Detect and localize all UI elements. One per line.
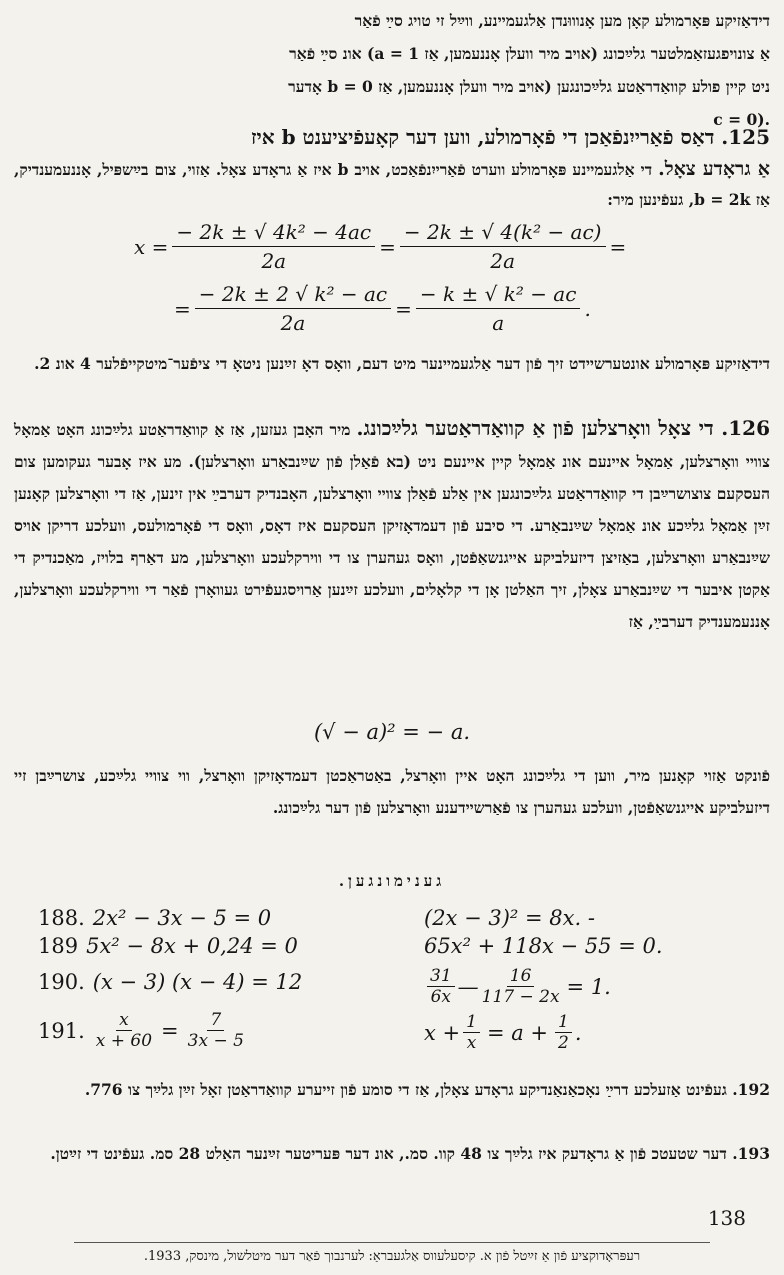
exercise-190: [38, 970, 302, 994]
page-number: 138: [707, 1206, 746, 1230]
exercise-191: [38, 1010, 247, 1051]
exercise-right-4: [424, 1012, 582, 1053]
exercise-189-label: 189: [38, 934, 79, 958]
section-126-text: מיר האָבן געזען, אַז אַ קוואַדראַטע גלײַכונג האָט אַמאָל צוויי וואָרצלען, אַמאָל איינעם אונ אַמאָל קיין איינעם ניט (בא פֿאַלן פֿון שײַנבאַרע וואָרצלען). מע איז אָבער געקומען צום העסקעם צוצושרײַבן די קוואַדראַטע גלײַכונגען אין אַלע פֿאַלן צוויי וואָרצלען, האָבנדיק דערבײַ אין זינען, אַז די וואָרצלען קאָנען זײַן אַמאָל גלײַכע אונ אַמאָל שײַנבאַרע. די סיבע פֿון דעמדאָזיקן העסקעם איז דאָס, וואָס די פֿאָרמולעס, וועלכע דריקן אויס שײַנבאַרע וואָרצלען, באַזיצן דיזעלביקע אייגנשאַפֿטן, וואָס געהערן צו די ווירקלעכע וואָרצלען, מע דאַרף בלויז, מאַכנדיק די אַקטן איבער די שײַנבאַרע צאָלן, זיך האַלטן אָן די קלאָלים, וועלכע זײַנען אַרויסגעפֿירט געוואָרן פֿאַר די ווירקלעכע וואָרצלען, אָננעמענדיק דערבײַ, אַז: [14, 420, 770, 631]
section-125-heading: [14, 120, 770, 154]
eq1-fraction-2: [400, 220, 606, 273]
exercises-list: [14, 906, 770, 1066]
eq2-fraction-1-numerator: − 2k ± 2 √ k² − ac: [195, 282, 391, 309]
section-126-after: פֿונקט אַזוי קאָנען מיר, ווען די גלײַכונג האָט איין וואָרצל, באַטראַכטן דעמדאָזיקן וואָרצל, ווי צוויי גלײַכע, צושרײַבן זיי דיזעלביקע אייגנשאַפֿטן, וועלכע געהערן צו פֿאַרשיידענע וואָרצלען פֿון דער גלײַכונג.: [14, 766, 770, 817]
exercise-191-label: 191.: [38, 1018, 85, 1043]
exercise-191-eq: =: [161, 1018, 179, 1043]
exercise-right-3-fraction-1: [427, 966, 455, 1007]
problem-192: 192. געפֿינט אַזעלכע דרײַ נאָכאַנאַנדיקע גראָדע צאָלן, אַז די סומע פֿון זייערע קוואַדראַטן זאָל זײַן גלײַך צו 776.: [84, 1080, 770, 1099]
formula-125-line-1: [134, 220, 626, 273]
formula-126: (√ − a)² = − a.: [313, 720, 471, 744]
exercise-191-num-2: 7: [207, 1010, 224, 1031]
exercise-right-4-end: .: [574, 1020, 582, 1045]
exercise-right-4-mid: = a +: [486, 1020, 549, 1045]
exercise-right-3-num-1: 31: [427, 966, 455, 987]
exercise-right-3: [424, 966, 611, 1007]
exercise-188-label: 188.: [38, 906, 85, 930]
section-125: [14, 120, 770, 215]
eq1-fraction-1-denominator: 2a: [261, 249, 287, 273]
exercise-right-2: [424, 934, 663, 958]
exercise-right-4-fraction-2: [555, 1012, 572, 1053]
exercise-right-3-num-2: 16: [507, 966, 535, 987]
intro-paragraph: [14, 4, 770, 136]
exercise-191-fraction-2: [188, 1010, 244, 1051]
section-125-text: די אַלגעמיינע פּאָרמולע ווערט פֿאַרייִנפֿאַכט, אויב b איז אַ גראָדע צאָל. אַזוי, צום בײַשפּיל, אָננעמענדיק, אַז b = 2k, געפֿינען מיר:: [14, 160, 770, 209]
footer-caption: רעפּראָדוקציע פֿון אַ זײַטל פֿון א. קיסעלעווס אַלגעבראַ: לערנבוך פֿאַר דער מיטלשול, מינסק, 1933.: [143, 1249, 641, 1264]
eq1-equals: =: [379, 234, 396, 259]
section-125-body: [14, 154, 770, 215]
section-126-heading: 126. די צאָל וואָרצלען פֿון אַ קוואַדראַטער גלײַכונג.: [356, 416, 771, 440]
intro-line-3: ניט קיין פולע קוואַדראַטע גלײַכונגען (אויב מיר וועלן אָננעמען, אַז b = 0 אָדער: [288, 77, 770, 96]
eq2-fraction-2-denominator: a: [492, 311, 505, 335]
intro-line-4: .(c = 0: [713, 110, 770, 129]
section-125-after: דידאַזיקע פּאָרמולע אונטערשיידט זיך פֿון דער אַלגעמיינער מיט דעם, וואָס דאָ זײַנען ניטאָ די ציפֿער־מיטקייפֿלער 4 אונ 2.: [34, 354, 770, 373]
exercise-189: [38, 934, 298, 958]
exercise-191-den-1: x + 60: [95, 1031, 153, 1051]
exercise-190-label: 190.: [38, 970, 85, 994]
eq1-fraction-1: [172, 220, 375, 273]
eq2-fraction-2: [416, 282, 581, 335]
exercise-right-3-minus: —: [457, 974, 479, 999]
exercise-189-expr: 5x² − 8x + 0,24 = 0: [86, 934, 298, 958]
exercise-right-4-num-1: 1: [463, 1012, 480, 1033]
exercise-191-fraction-1: [96, 1010, 152, 1051]
exercise-191-den-2: 3x − 5: [187, 1031, 244, 1051]
page: [14, 4, 770, 1275]
intro-line-1: דידאַזיקע פּאָרמולע קאָן מען אָנוווּנדן אַלגעמיינע, ווײַל זי טויג סײַ פֿאַר: [354, 11, 770, 30]
exercise-190-expr: (x − 3) (x − 4) = 12: [92, 970, 303, 994]
exercise-right-3-tail: = 1.: [566, 974, 611, 999]
exercise-right-2-expr: 65x² + 118x − 55 = 0.: [424, 934, 663, 958]
eq2-fraction-1-denominator: 2a: [280, 311, 306, 335]
exercise-right-4-lead: x +: [424, 1020, 461, 1045]
exercise-right-3-den-1: 6x: [430, 987, 452, 1007]
formula-125: [14, 220, 770, 344]
exercise-188-expr: 2x² − 3x − 5 = 0: [92, 906, 272, 930]
intro-line-2: אַ צונויפגעזאַמלטער גלײַכונג (אויב מיר וועלן אָננעמען, אַז a = 1) אונ סײַ פֿאַר: [289, 44, 770, 63]
exercise-right-1-expr: (2x − 3)² = 8x. -: [424, 906, 595, 930]
exercise-right-3-fraction-2: [482, 966, 560, 1007]
eq1-tail: =: [609, 234, 627, 259]
eq2-fraction-2-numerator: − k ± √ k² − ac: [416, 282, 581, 309]
footer-divider: [74, 1242, 710, 1243]
formula-125-line-2: [174, 282, 591, 335]
eq1-lhs: x =: [134, 234, 169, 259]
eq1-fraction-1-numerator: − 2k ± √ 4k² − 4ac: [172, 220, 375, 247]
exercise-right-4-fraction-1: [463, 1012, 480, 1053]
exercise-right-4-num-2: 1: [555, 1012, 572, 1033]
exercise-191-num-1: x: [116, 1010, 132, 1031]
eq2-lead: =: [174, 296, 191, 321]
eq2-mid: =: [395, 296, 412, 321]
section-126: [14, 412, 770, 638]
section-126-body: [14, 412, 770, 638]
exercise-right-4-den-1: x: [466, 1033, 477, 1053]
section-125-title-cont: אַ גראָדע צאָל.: [658, 158, 770, 180]
exercise-188: [38, 906, 271, 930]
exercise-right-3-den-2: 117 − 2x: [481, 987, 560, 1007]
eq2-fraction-1: [195, 282, 391, 335]
eq2-end: .: [584, 296, 591, 321]
section-125-title: 125. דאַס פֿאַרייִנפֿאַכן די פֿאָרמולע, ווען דער קאָעפֿיציענט b איז: [250, 125, 770, 149]
exercise-right-1: [424, 906, 595, 930]
problem-193: 193. דער שטעטכ פֿון אַ גראָדעק איז גלײַך צו 48 קוו. סמ., אונ דער פּעריטער זײַנער האַלט 28 סמ. געפֿינט די זײַטן.: [50, 1144, 770, 1163]
eq1-fraction-2-denominator: 2a: [490, 249, 516, 273]
exercises-title: גענימונגען.: [338, 872, 446, 890]
eq1-fraction-2-numerator: − 2k ± √ 4(k² − ac): [400, 220, 606, 247]
exercise-right-4-den-2: 2: [558, 1033, 569, 1053]
